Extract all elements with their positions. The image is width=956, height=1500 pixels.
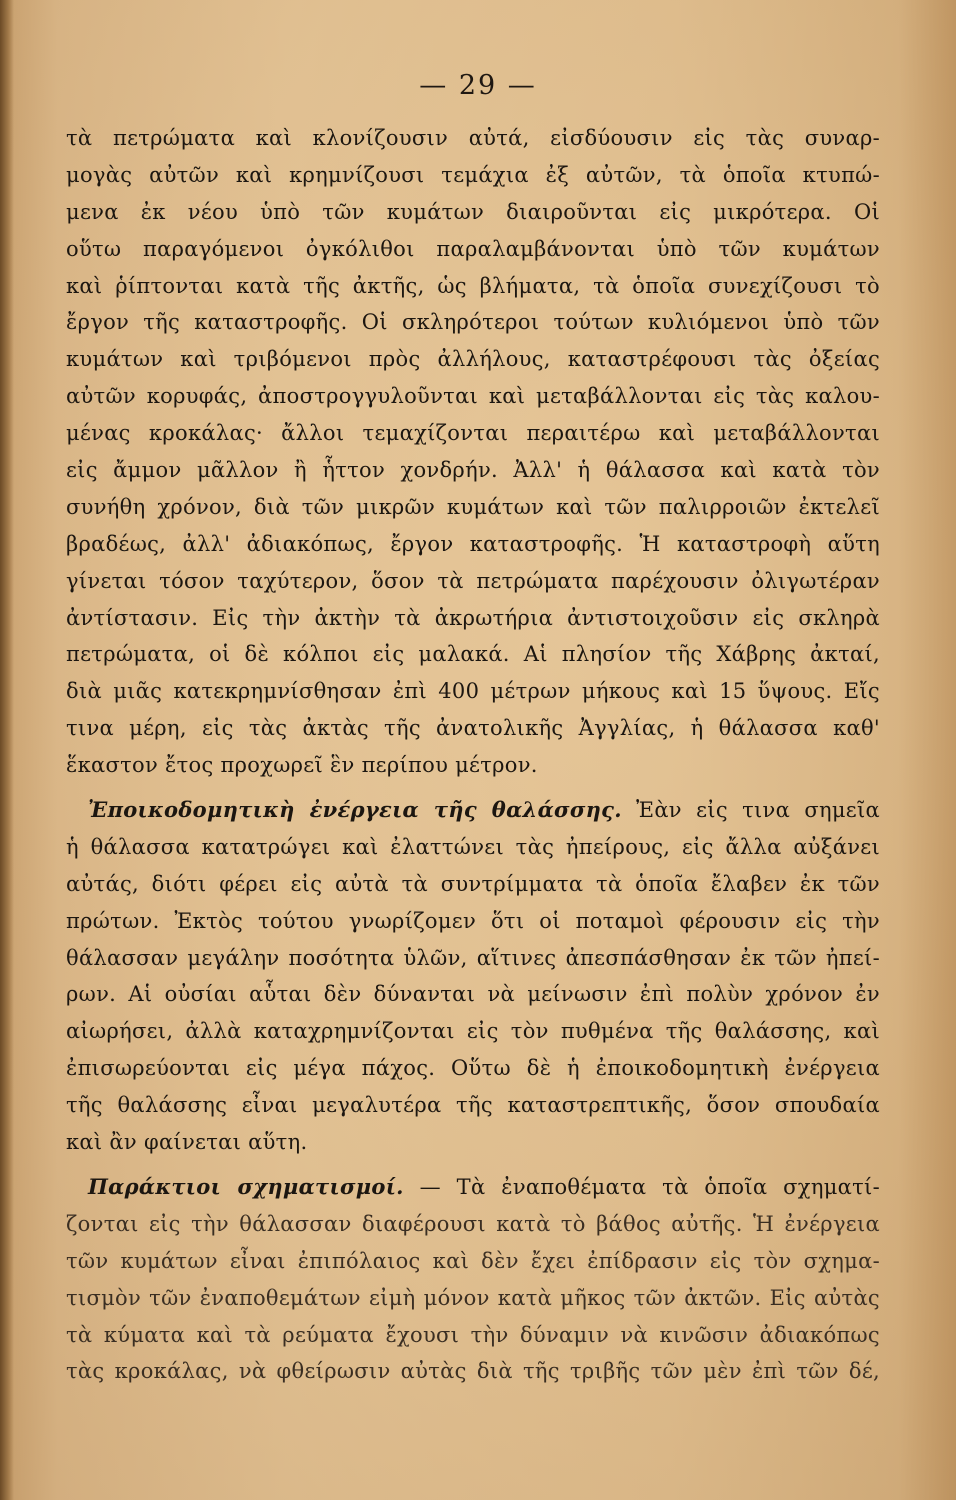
page-number: — 29 — [419, 70, 537, 101]
text-run: — Τὰ ἐναποθέματα τὰ ὁποῖα σχηματί- [403, 1174, 880, 1199]
section-heading: Παράκτιοι σχηματισμοί. [88, 1173, 404, 1199]
text-line: μογὰς αὐτῶν καὶ κρημνίζουσι τεμάχια ἐξ αὐτῶν, τὰ ὁποῖα κτυπώ- [66, 162, 880, 187]
text-line: πετρώματα, οἱ δὲ κόλποι εἰς μαλακά. Αἱ πλησίον τῆς Χάβρης ἀκταί, [66, 642, 880, 667]
text-line: μενα ἐκ νέου ὑπὸ τῶν κυμάτων διαιροῦνται εἰς μικρότερα. Οἱ [66, 199, 880, 224]
text-line: τισμὸν τῶν ἐναποθεμάτων εἰμὴ μόνον κατὰ μῆκος τῶν ἀκτῶν. Εἰς αὐτὰς [66, 1285, 880, 1310]
text-line: ρων. Αἱ οὐσίαι αὗται δὲν δύνανται νὰ μείνωσιν ἐπὶ πολὺν χρόνον ἐν [66, 982, 880, 1007]
text-line: τὰ κύματα καὶ τὰ ρεύματα ἔχουσι τὴν δύναμιν νὰ κινῶσιν ἀδιακόπως [66, 1322, 880, 1347]
body-text [66, 120, 880, 1390]
text-line: καὶ ἂν φαίνεται αὕτη. [66, 1130, 308, 1155]
text-line: τινα μέρη, εἰς τὰς ἀκτὰς τῆς ἀνατολικῆς Ἀγγλίας, ἡ θάλασσα καθ' [66, 716, 880, 741]
text-line: ἔργον τῆς καταστροφῆς. Οἱ σκληρότεροι τούτων κυλιόμενοι ὑπὸ τῶν [66, 310, 880, 335]
text-run: Ἐὰν εἰς τινα σημεῖα [621, 798, 880, 823]
text-line: τῶν κυμάτων εἶναι ἐπιπόλαιος καὶ δὲν ἔχει ἐπίδρασιν εἰς τὸν σχημα- [66, 1248, 880, 1273]
text-line: ἀντίστασιν. Εἰς τὴν ἀκτὴν τὰ ἀκρωτήρια ἀντιστοιχοῦσιν εἰς σκληρὰ [66, 605, 880, 630]
text-line: κυμάτων καὶ τριβόμενοι πρὸς ἀλλήλους, καταστρέφουσι τὰς ὀξείας [66, 347, 880, 372]
text-line: θάλασσαν μεγάλην ποσότητα ὑλῶν, αἵτινες ἀπεσπάσθησαν ἐκ τῶν ἠπεί- [66, 945, 880, 970]
text-line: τὰ πετρώματα καὶ κλονίζουσιν αὐτά, εἰσδύουσιν εἰς τὰς συναρ- [66, 126, 880, 150]
text-line: διὰ μιᾶς κατεκρημνίσθησαν ἐπὶ 400 μέτρων μήκους καὶ 15 ὕψους. Εἴς [66, 679, 880, 704]
paragraph-constructive-action [66, 792, 880, 1161]
text-line: οὕτω παραγόμενοι ὀγκόλιθοι παραλαμβάνονται ὑπὸ τῶν κυμάτων [66, 236, 880, 261]
text-line: ἐπισωρεύονται εἰς μέγα πάχος. Οὕτω δὲ ἡ ἐποικοδομητικὴ ἐνέργεια [66, 1056, 880, 1081]
text-line [66, 1169, 880, 1206]
text-line: τὰς κροκάλας, νὰ φθείρωσιν αὐτὰς διὰ τῆς τριβῆς τῶν μὲν ἐπὶ τῶν δέ, [66, 1359, 880, 1384]
text-line: ζονται εἰς τὴν θάλασσαν διαφέρουσι κατὰ τὸ βάθος αὐτῆς. Ἡ ἐνέργεια [66, 1211, 880, 1236]
text-line: αἰωρήσει, ἀλλὰ καταχρημνίζονται εἰς τὸν πυθμένα τῆς θαλάσσης, καὶ [66, 1019, 880, 1044]
text-line: ἕκαστον ἔτος προχωρεῖ ἓν περίπου μέτρον. [66, 753, 538, 778]
text-line: μένας κροκάλας· ἄλλοι τεμαχίζονται περαιτέρω καὶ μεταβάλλονται [66, 421, 880, 446]
text-line: καὶ ῥίπτονται κατὰ τῆς ἀκτῆς, ὡς βλήματα, τὰ ὁποῖα συνεχίζουσι τὸ [66, 273, 880, 298]
text-line: αὐτῶν κορυφάς, ἀποστρογγυλοῦνται καὶ μεταβάλλονται εἰς τὰς καλου- [66, 384, 880, 409]
text-line: πρώτων. Ἐκτὸς τούτου γνωρίζομεν ὅτι οἱ ποταμοὶ φέρουσιν εἰς τὴν [66, 908, 880, 933]
text-line: τῆς θαλάσσης εἶναι μεγαλυτέρα τῆς καταστρεπτικῆς, ὅσον σπουδαία [66, 1093, 880, 1118]
text-line: αὐτάς, διότι φέρει εἰς αὐτὰ τὰ συντρίμματα τὰ ὁποῖα ἔλαβεν ἐκ τῶν [66, 871, 880, 896]
text-line [66, 792, 880, 829]
paragraph-erosion [66, 120, 880, 784]
section-heading: Ἐποικοδομητικὴ ἐνέργεια τῆς θαλάσσης. [88, 797, 622, 823]
text-line: βραδέως, ἀλλ' ἀδιακόπως, ἔργον καταστροφῆς. Ἡ καταστροφὴ αὕτη [66, 531, 880, 556]
text-line: ἡ θάλασσα κατατρώγει καὶ ἐλαττώνει τὰς ἠπείρους, εἰς ἄλλα αὐξάνει [66, 834, 880, 859]
text-line: εἰς ἄμμον μᾶλλον ἢ ἧττον χονδρήν. Ἀλλ' ἡ θάλασσα καὶ κατὰ τὸν [66, 458, 880, 483]
page-spine-shadow [0, 0, 14, 1500]
paragraph-coastal-formations [66, 1169, 880, 1390]
text-line: γίνεται τόσον ταχύτερον, ὅσον τὰ πετρώματα παρέχουσιν ὀλιγωτέραν [66, 568, 880, 593]
text-line: συνήθη χρόνον, διὰ τῶν μικρῶν κυμάτων καὶ τῶν παλιρροιῶν ἐκτελεῖ [66, 494, 880, 519]
